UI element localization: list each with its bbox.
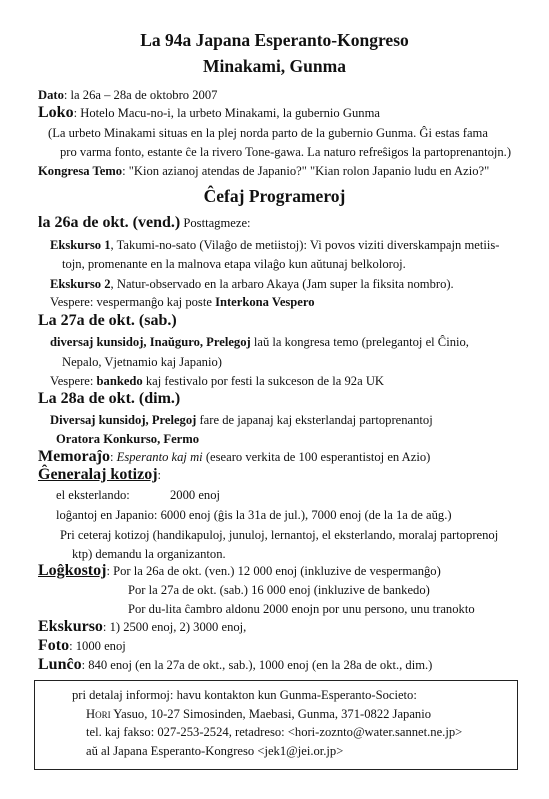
ekskurso-label: Ekskurso: [38, 618, 103, 635]
logkostoj-line-1: [38, 562, 441, 580]
memorajo-label: Memoraĵo: [38, 448, 110, 465]
dato-value: : la 26a – 28a de oktobro 2007: [63, 88, 218, 102]
day2-program-line-1: [50, 333, 469, 351]
ekskurso2-label: Ekskurso 2: [50, 277, 111, 291]
ekskurso2-text: , Natur-observado en la arbaro Akaya (Jam super la fiksita nombro).: [110, 277, 454, 291]
day2-sessions: diversaj kunsidoj, Inaŭguro, Prelegoj: [50, 335, 251, 349]
loko-note-1: (La urbeto Minakami situas en la plej norda parto de la gubernio Gunma. Ĝi estas fama: [48, 126, 488, 140]
memorajo-line: [38, 448, 430, 466]
day2-line: [38, 312, 177, 330]
kotizoj-label: Ĝeneralaj kotizoj: [38, 466, 158, 483]
day1-note: Posttagmeze:: [180, 216, 251, 230]
kotizo-note-1: Pri ceteraj kotizoj (handikapuloj, junuloj, lernantoj, el eksterlando, moralaj partoprenoj: [60, 528, 499, 542]
day2-topic: laŭ la kongresa temo (prelegantoj el Ĉinio,: [250, 335, 469, 349]
temo-line: [38, 162, 489, 180]
kotizo-eksterlando-value: 2000 enoj: [170, 488, 221, 502]
ekskurso1-label: Ekskurso 1: [50, 238, 111, 252]
day1-label: la 26a de okt. (vend.): [38, 214, 181, 231]
ekskurso-value: : 1) 2500 enoj, 2) 3000 enoj,: [102, 620, 247, 634]
foto-label: Foto: [38, 637, 70, 654]
day3-sessions: Diversaj kunsidoj, Prelegoj: [50, 413, 197, 427]
temo-label: Kongresa Temo: [38, 164, 123, 178]
vespere1-event: Interkona Vespero: [215, 295, 315, 309]
vespere1-text: Vespere: vespermanĝo kaj poste: [50, 295, 216, 309]
contact-phone-email[interactable]: tel. kaj fakso: 027-253-2524, retadreso: <hori-zoznto@water.sannet.ne.jp>: [86, 725, 463, 739]
loko-value: : Hotelo Macu-no-i, la urbeto Minakami, la gubernio Gunma: [73, 106, 380, 120]
foto-line: [38, 637, 126, 655]
temo-value: : "Kion azianoj atendas de Japanio?" "Kian rolon Japanio ludu en Azio?": [122, 164, 490, 178]
day2-program-line-2: Nepalo, Vjetnamio kaj Japanio): [62, 355, 222, 369]
logkostoj-label: Loĝkostoj: [38, 562, 107, 579]
vespere1-line: [50, 293, 315, 311]
kotizo-japanio: loĝantoj en Japanio: 6000 enoj (ĝis la 31a de jul.), 7000 enoj (de la 1a de aŭg.): [56, 508, 452, 522]
lunco-value: : 840 enoj (en la 27a de okt., sab.), 1000 enoj (en la 28a de okt., dim.): [81, 658, 433, 672]
vespere2-event: bankedo: [96, 374, 143, 388]
vespere2-line: [50, 372, 384, 390]
loko-line: [38, 104, 380, 122]
kotizo-note-2: ktp) demandu la organizanton.: [72, 547, 226, 561]
dato-label: Dato: [38, 88, 64, 102]
ekskurso1-text-a: , Takumi-no-sato (Vilaĝo de metiistoj): Vi povos viziti diverskampajn metiis-: [110, 238, 500, 252]
ekskurso-prices-line: [38, 618, 246, 636]
dato-line: [38, 86, 217, 104]
kotizo-eksterlando-label: el eksterlando:: [56, 488, 130, 502]
title-line-2: Minakami, Gunma: [203, 56, 346, 76]
program-heading: Ĉefaj Programeroj: [203, 186, 346, 206]
contact-address: [86, 705, 431, 723]
day1-line: [38, 214, 251, 232]
day3-text: fare de japanaj kaj eksterlandaj partoprenantoj: [196, 413, 433, 427]
day2-label: La 27a de okt. (sab.): [38, 312, 177, 329]
logkostoj-line-3: Por du-lita ĉambro aldonu 2000 enojn por unu persono, unu tranokto: [128, 602, 475, 616]
day3-line: [38, 390, 180, 408]
contact-address-rest: Yasuo, 10-27 Simosinden, Maebasi, Gunma, 371-0822 Japanio: [110, 707, 432, 721]
vespere2-text-c: kaj festivalo por festi la sukceson de la 92a UK: [142, 374, 385, 388]
day3-program-line-1: [50, 411, 433, 429]
loko-label: Loko: [38, 104, 74, 121]
lunco-label: Lunĉo: [38, 656, 82, 673]
foto-value: : 1000 enoj: [69, 639, 126, 653]
vespere2-text-a: Vespere:: [50, 374, 97, 388]
logkostoj-line-2: Por la 27a de okt. (sab.) 16 000 enoj (inkluzive de bankedo): [128, 583, 430, 597]
lunco-line: [38, 656, 432, 674]
kotizoj-colon: :: [157, 468, 162, 482]
ekskurso1-line-2: tojn, promenante en la malnova etapa vilaĝo kun aŭtunaj belkoloroj.: [62, 257, 406, 271]
memorajo-colon: :: [109, 450, 117, 464]
ekskurso1-line-1: [50, 236, 499, 254]
day3-label: La 28a de okt. (dim.): [38, 390, 181, 407]
ekskurso2-line: [50, 275, 454, 293]
day3-program-line-2: Oratora Konkurso, Fermo: [56, 432, 200, 446]
contact-kongreso-email[interactable]: aŭ al Japana Esperanto-Kongreso <jek1@jei.or.jp>: [86, 744, 344, 758]
logkostoj-first: : Por la 26a de okt. (ven.) 12 000 enoj (inkluzive de vespermanĝo): [106, 564, 441, 578]
loko-note-2: pro varma fonto, estante ĉe la rivero Tone-gawa. La naturo refreŝigos la partoprenantojn.): [60, 145, 512, 159]
memorajo-note: (esearo verkita de 100 esperantistoj en Azio): [202, 450, 431, 464]
contact-intro: pri detalaj informoj: havu kontakton kun Gunma-Esperanto-Societo:: [72, 688, 417, 702]
kotizoj-line: [38, 466, 161, 484]
contact-surname: Hori: [86, 707, 111, 721]
memorajo-book-title: Esperanto kaj mi: [116, 450, 203, 464]
title-line-1: La 94a Japana Esperanto-Kongreso: [140, 30, 409, 50]
